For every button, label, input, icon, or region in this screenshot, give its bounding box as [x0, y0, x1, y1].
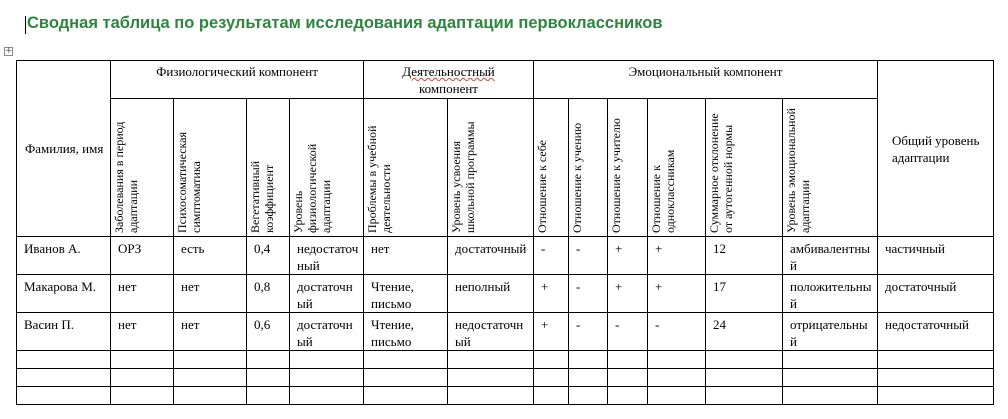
cell-psycho: нет [174, 275, 247, 313]
cell-total: достаточный [878, 275, 994, 313]
cell-mastery: достаточный [448, 237, 534, 275]
cell-mastery: недостаточный [448, 313, 534, 351]
cell-classmates: - [648, 313, 706, 351]
col-header-self: Отношение к себе [534, 99, 569, 237]
cell-sick: нет [111, 275, 174, 313]
col-header-learning: Отношение к учению [569, 99, 608, 237]
empty-row [17, 387, 994, 405]
cell-psycho: нет [174, 313, 247, 351]
adaptation-summary-table [16, 60, 994, 405]
cell-physio-level: достаточный [290, 275, 364, 313]
cell-emo-level: положительный [783, 275, 878, 313]
cell-self: - [534, 237, 569, 275]
activity-group-header [364, 61, 534, 99]
cell-physio-level: недостаточный [290, 237, 364, 275]
header-row-columns [17, 99, 994, 237]
cell-problems: нет [364, 237, 448, 275]
text-cursor [25, 16, 26, 34]
activity-group-label-a: Деятельностный [402, 64, 495, 79]
cell-total: частичный [878, 237, 994, 275]
col-header-emo-level: Уровень эмоциональной адаптации [783, 99, 878, 237]
physio-group-label: Физиологический компонент [156, 64, 318, 79]
cell-deviation: 12 [706, 237, 783, 275]
cell-problems: Чтение, письмо [364, 313, 448, 351]
table-row [17, 237, 994, 275]
cell-learning: - [569, 237, 608, 275]
col-header-psycho: Психосоматическая симптоматика [174, 99, 247, 237]
move-handle-icon[interactable]: + [5, 46, 13, 56]
document-title: Сводная таблица по результатам исследования адаптации первоклассников [27, 14, 663, 32]
table-row [17, 313, 994, 351]
total-header: Общий уровень адаптации [878, 61, 994, 237]
cell-classmates: + [648, 275, 706, 313]
cell-learning: - [569, 275, 608, 313]
cell-sick: ОРЗ [111, 237, 174, 275]
name-header: Фамилия, имя [17, 61, 111, 237]
header-row-groups [17, 61, 994, 99]
cell-emo-level: отрицательный [783, 313, 878, 351]
cell-teacher: + [608, 275, 648, 313]
col-header-deviation: Суммарное отклонение от аутогенной нормы [706, 99, 783, 237]
col-header-mastery: Уровень усвоения школьной программы [448, 99, 534, 237]
col-header-veget: Вегетативный коэффициент [247, 99, 290, 237]
cell-classmates: + [648, 237, 706, 275]
cell-veget: 0,8 [247, 275, 290, 313]
table-row [17, 275, 994, 313]
cell-teacher: + [608, 237, 648, 275]
cell-problems: Чтение, письмо [364, 275, 448, 313]
cell-name: Макарова М. [17, 275, 111, 313]
cell-veget: 0,6 [247, 313, 290, 351]
cell-veget: 0,4 [247, 237, 290, 275]
cell-emo-level: амбивалентный [783, 237, 878, 275]
col-header-classmates: Отношение к одноклассникам [648, 99, 706, 237]
cell-name: Иванов А. [17, 237, 111, 275]
col-header-physio-level: Уровень физиологической адаптации [290, 99, 364, 237]
emotional-group-label: Эмоциональный компонент [628, 64, 783, 79]
cell-self: + [534, 275, 569, 313]
col-header-sick: Заболевания в период адаптации [111, 99, 174, 237]
col-header-teacher: Отношение к учителю [608, 99, 648, 237]
cell-deviation: 24 [706, 313, 783, 351]
col-header-problems: Проблемы в учебной деятельности [364, 99, 448, 237]
emotional-group-header [534, 61, 878, 99]
physio-group-header [111, 61, 364, 99]
cell-psycho: есть [174, 237, 247, 275]
cell-physio-level: достаточный [290, 313, 364, 351]
empty-row [17, 369, 994, 387]
cell-mastery: неполный [448, 275, 534, 313]
cell-learning: - [569, 313, 608, 351]
cell-name: Васин П. [17, 313, 111, 351]
empty-row [17, 351, 994, 369]
cell-sick: нет [111, 313, 174, 351]
cell-teacher: - [608, 313, 648, 351]
cell-self: + [534, 313, 569, 351]
cell-total: недостаточный [878, 313, 994, 351]
cell-deviation: 17 [706, 275, 783, 313]
activity-group-label-b: компонент [419, 81, 478, 96]
